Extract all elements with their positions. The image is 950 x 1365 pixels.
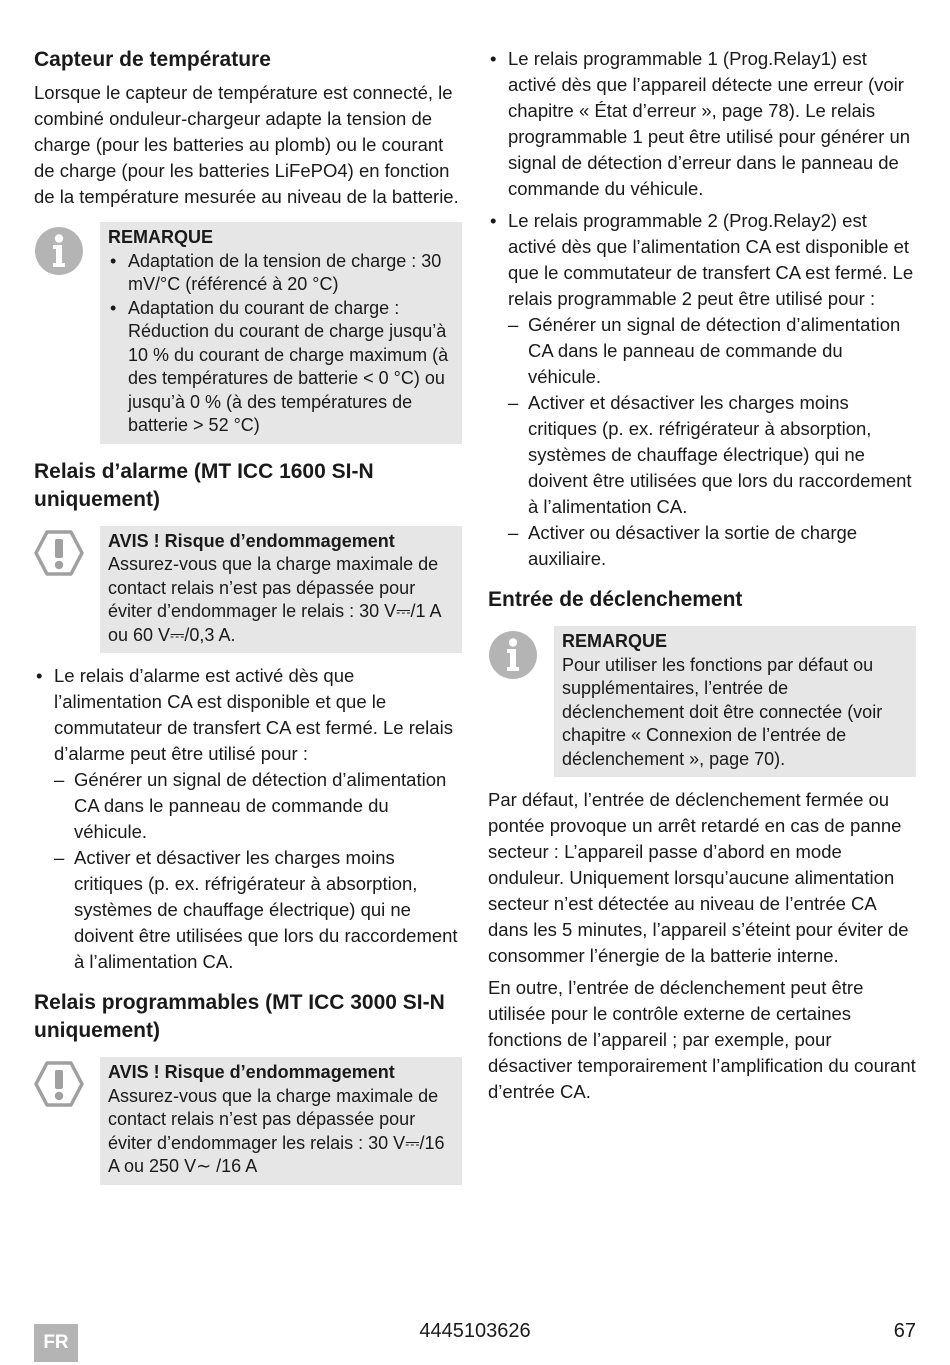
alarm-dash-list [54, 767, 462, 975]
alarm-bullet-text: Le relais d’alarme est activé dès que l’alimentation CA est disponible et que le commutateur de transfert CA est fermé. Le relais d’alarme peut être utilisé pour : [54, 665, 453, 764]
warning-alarm-relay [34, 526, 462, 654]
info-icon [488, 626, 554, 777]
dash-item: – Générer un signal de détection d’alimentation CA dans le panneau de commande du véhicule. [508, 312, 916, 390]
temperature-paragraph: Lorsque le capteur de température est connecté, le combiné onduleur-chargeur adapte la tension de charge (pour les batteries au plomb) ou le courant de charge (pour les batteries LiFePO4) en fonction de la température mesurée au niveau de la batterie. [34, 82, 459, 207]
page-number: 67 [893, 1320, 916, 1342]
warning-icon [34, 526, 100, 654]
warning-icon [34, 1057, 100, 1185]
section-title-programmable-relays: Relais programmables (MT ICC 3000 SI-N uniquement) [34, 991, 445, 1042]
note-title: REMARQUE [562, 631, 668, 651]
note-text: Pour utiliser les fonctions par défaut ou supplémentaires, l’entrée de déclenchement doit être connectée (voir chapitre « Connexion de l’entrée de déclenchement », page 70). [562, 654, 883, 769]
trigger-paragraph-1: Par défaut, l’entrée de déclenchement fermée ou pontée provoque un arrêt retardé en cas de panne secteur : L’appareil passe d’abord en mode onduleur. Uniquement lorsqu’aucune alimentation secteur n’est détectée au niveau de l’entrée CA dans les 5 minutes, l’appareil s’éteint pour éviter de consommer l’énergie de la batterie interne. [488, 789, 909, 966]
dash-item: – Générer un signal de détection d’alimentation CA dans le panneau de commande du véhicule. [54, 767, 462, 845]
warning-programmable-relays [34, 1057, 462, 1185]
programmable-relay-list [488, 46, 916, 572]
note-box [554, 626, 916, 777]
note-list [108, 250, 454, 438]
note-trigger-input [488, 626, 916, 777]
section-title-trigger-input: Entrée de déclenchement [488, 588, 743, 611]
warning-title: AVIS ! Risque d’endommagement [108, 530, 395, 551]
trigger-paragraph-2: En outre, l’entrée de déclenchement peut être utilisée pour le contrôle externe de certaines fonctions de l’appareil ; par exemple, pour désactiver temporairement l’amplification du courant d’entrée CA. [488, 977, 916, 1102]
warning-box [100, 526, 462, 654]
prog-relay-bullet-2 [488, 208, 916, 572]
prog-relay-bullet-2-text: Le relais programmable 2 (Prog.Relay2) est activé dès que l’alimentation CA est disponible et que le commutateur de transfert CA est fermé. Le relais programmable 2 peut être utilisé pour : [508, 210, 914, 309]
right-column [488, 46, 916, 1111]
warning-text: Assurez-vous que la charge maximale de contact relais n’est pas dépassée pour éviter d’endommager les relais : 30 V⎓/16 A ou 250 V∼ /16 A [108, 1085, 445, 1176]
note-box [100, 222, 462, 444]
document-number: 4445103626 [419, 1320, 531, 1342]
warning-text: Assurez-vous que la charge maximale de contact relais n’est pas dépassée pour éviter d’endommager le relais : 30 V⎓/1 A ou 60 V⎓/0,3 A. [108, 554, 441, 645]
section-title-alarm-relay: Relais d’alarme (MT ICC 1600 SI-N uniquement) [34, 459, 374, 511]
prog-dash-list [508, 312, 916, 572]
left-column [34, 46, 462, 1195]
dash-item: – Activer ou désactiver la sortie de charge auxiliaire. [508, 520, 916, 572]
section-title-temperature: Capteur de température [34, 48, 271, 71]
warning-title: AVIS ! Risque d’endommagement [108, 1062, 395, 1082]
prog-relay-bullet-1: • Le relais programmable 1 (Prog.Relay1) est activé dès que l’appareil détecte une erreur (voir chapitre « État d’erreur », page 78). Le relais programmable 1 peut être utilisé pour générer un signal de détection d’erreur dans le panneau de commande du véhicule. [488, 46, 916, 202]
alarm-list [34, 663, 462, 975]
dash-item: – Activer et désactiver les charges moins critiques (p. ex. réfrigérateur à absorption, systèmes de chauffage électrique) qui ne doivent être utilisées que lors du raccordement à l’alimentation CA. [508, 390, 916, 520]
language-badge: FR [34, 1324, 78, 1362]
note-item: • Adaptation du courant de charge : Réduction du courant de charge jusqu’à 10 % du courant de charge maximum (à des températures de batterie < 0 °C) ou jusqu’à 0 % (à des températures de batterie > 52 °C) [108, 297, 454, 438]
note-charge-adaptation [34, 222, 462, 444]
alarm-bullet [34, 663, 462, 975]
note-title: REMARQUE [108, 227, 214, 247]
dash-item: – Activer et désactiver les charges moins critiques (p. ex. réfrigérateur à absorption, systèmes de chauffage électrique) qui ne doivent être utilisées que lors du raccordement à l’alimentation CA. [54, 845, 462, 975]
note-item: • Adaptation de la tension de charge : 30 mV/°C (référencé à 20 °C) [108, 250, 454, 297]
warning-box [100, 1057, 462, 1185]
info-icon [34, 222, 100, 444]
